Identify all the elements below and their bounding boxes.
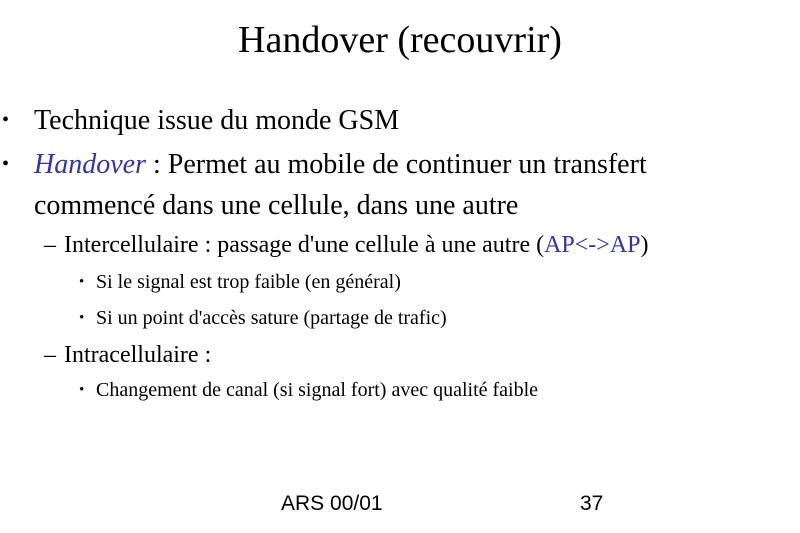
bullet-text: Technique issue du monde GSM <box>34 105 400 136</box>
handover-definition-line2: commencé dans une cellule, dans une autre <box>34 190 519 221</box>
subsubbullet-text: Si le signal est trop faible (en général) <box>96 271 401 293</box>
subbullet-intercellulaire <box>44 230 649 260</box>
slide-title: Handover (recouvrir) <box>238 19 562 61</box>
footer-page-number: 37 <box>580 492 604 515</box>
ap-to-ap-label: AP<->AP <box>544 232 641 258</box>
handover-definition: : Permet au mobile de continuer un transfert <box>145 149 647 180</box>
bullet-handover-continuation <box>34 185 518 226</box>
subsubbullet-changement-canal <box>79 377 539 403</box>
bullet-icon: • <box>2 109 10 131</box>
bullet-handover <box>2 144 647 185</box>
bullet-icon: • <box>79 382 85 398</box>
subbullet-text: Intracellulaire : <box>64 342 212 368</box>
subbullet-text: Intercellulaire : passage d'une cellule à une autre ( <box>64 232 545 258</box>
dash-icon: – <box>44 232 56 258</box>
bullet-technique <box>2 100 400 141</box>
subsubbullet-point-acces <box>79 305 447 331</box>
subsubbullet-signal-faible <box>79 269 401 295</box>
subbullet-intracellulaire <box>44 340 212 370</box>
bullet-icon: • <box>79 310 85 326</box>
dash-icon: – <box>44 342 56 368</box>
subsubbullet-text: Si un point d'accès sature (partage de trafic) <box>96 307 447 329</box>
bullet-icon: • <box>2 153 10 175</box>
handover-term: Handover <box>34 149 146 180</box>
footer-course: ARS 00/01 <box>281 492 383 515</box>
bullet-icon: • <box>79 274 85 290</box>
subsubbullet-text: Changement de canal (si signal fort) avec qualité faible <box>96 379 539 401</box>
subbullet-text-end: ) <box>640 232 649 258</box>
